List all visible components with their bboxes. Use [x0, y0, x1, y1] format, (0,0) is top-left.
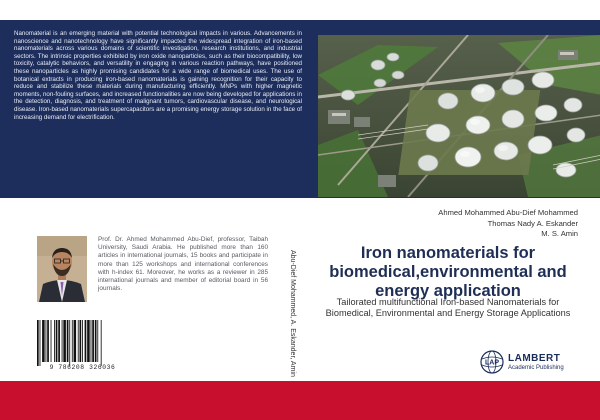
barcode-bar [46, 320, 47, 362]
barcode-bar [42, 320, 45, 362]
barcode-bar [92, 320, 94, 362]
author-list [438, 208, 578, 240]
barcode-number: 9 786208 326036 [49, 364, 116, 371]
barcode-bar [80, 320, 82, 362]
barcode-bar [78, 320, 79, 362]
barcode-bar [85, 320, 87, 362]
tank-farm-illustration [318, 35, 600, 197]
barcode-bar [101, 320, 102, 366]
back-cover-blurb: Nanomaterial is an emerging material with potential technological impacts in various. Advancements in nanoscience and nanotechnology have significantly impacted the widespread integration of iron-based nanomaterials across various domains of scientific investigation, research institutions, and industrial sectors. The intrinsic properties exhibited by iron oxide nanoparticles, such as their biocompatibility, low toxicity, catalytic behaviors, and versatility in engaging in various reaction pathways, have positioned these nanoparticles as highly promising candidates for a wide range of biomedical uses. The use of botanical extracts in producing iron-based nanomaterials is gaining recognition for their capacity to reduce and stabilize these materials during manufacturing efficiently. MNPs with higher magnetic moments, non-fouling surfaces, and increased functionalities are now being developed for applications in the detection, diagnosis, and treatment of malignant tumors, cardiovascular disease, and neurological disease. Iron-based nanomaterials supercapacitors are a promising energy storage solution in the face of increasing demand for electrification. [14, 30, 302, 121]
barcode-bar [82, 320, 83, 362]
barcode-bar [91, 320, 92, 362]
author-name: M. S. Amin [541, 229, 578, 238]
barcode-bar [97, 320, 98, 362]
author-name: Ahmed Mohammed Abu-Dief Mohammed [438, 208, 578, 217]
barcode-bar [40, 320, 41, 366]
barcode-bar [54, 320, 55, 362]
barcode-bar [72, 320, 73, 362]
lap-logo-text: LAP [485, 359, 499, 367]
barcode-bar [95, 320, 97, 362]
spine-text: Abu-Dief Mohammed, A. Eskander, Amin [289, 250, 296, 377]
author-photo [37, 236, 87, 302]
barcode-bar [56, 320, 58, 362]
author-name: Thomas Nady A. Eskander [487, 218, 578, 228]
author-portrait-illustration [37, 236, 87, 302]
publisher-name: LAMBERT [508, 353, 561, 364]
book-title: Iron nanomaterials for biomedical,environmental and energy application [329, 244, 567, 300]
bottom-red-band [0, 381, 600, 420]
cover-photo-tank-farm [318, 35, 600, 197]
barcode-bar [69, 320, 70, 366]
barcode-bar [62, 320, 63, 362]
barcode-bar [67, 320, 69, 362]
barcode-bar [58, 320, 60, 362]
author-bio: Prof. Dr. Ahmed Mohammed Abu-Dief, professor, Taibah University, Saudi Arabia. He published more than 160 articles in international journals, 15 books and participate in more than 125 workshops and international conferences with h-index 61. Moreover, he works as a reviewer in 285 international journals and member of editorial board in 56 journals. [98, 236, 268, 293]
publisher-subtitle: Academic Publishing [508, 365, 564, 371]
barcode-bar [63, 320, 66, 362]
book-subtitle: Tailorated multifunctional Iron-based Nanomaterials for Biomedical, Environmental and Energy Storage Applications [325, 297, 571, 318]
barcode-bar [87, 320, 90, 362]
lap-globe-icon [480, 350, 504, 374]
barcode-bar [47, 320, 49, 362]
barcode-bar [74, 320, 77, 362]
barcode-bar [37, 320, 39, 366]
publisher-logo [480, 350, 580, 374]
barcode-bar [51, 320, 52, 362]
